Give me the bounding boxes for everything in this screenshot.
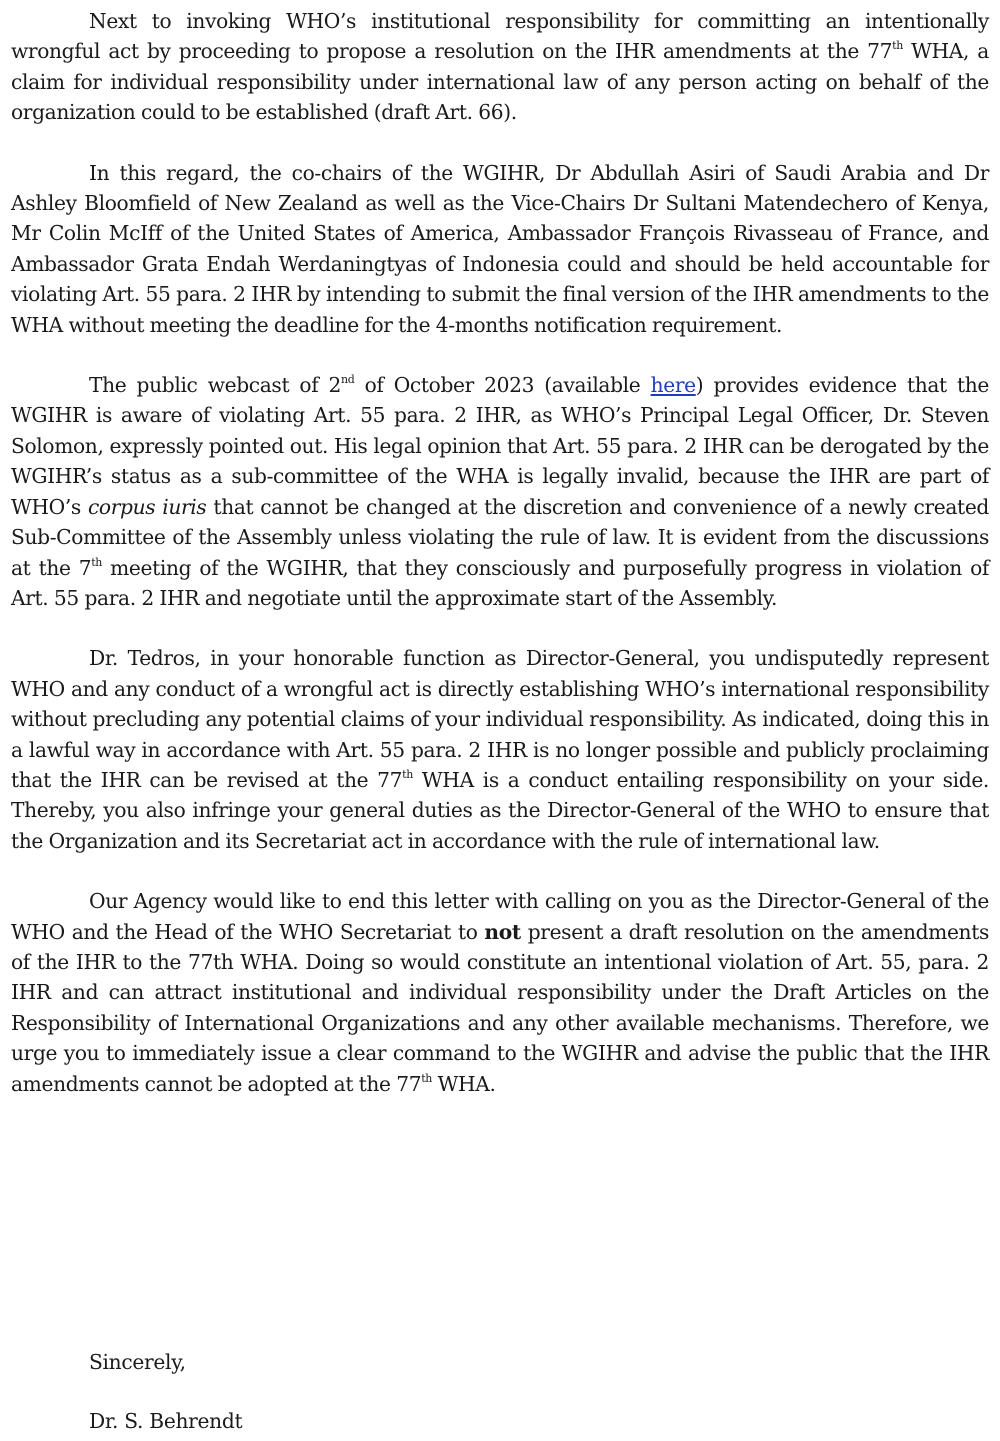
paragraph-institutional-responsibility: Next to invoking WHO’s institutional responsibility for committing an intentionally wrongful act by proceeding to propose a resolution on the IHR amendments at the 77th WHA, a claim for individual responsibility under international law of any person acting on behalf of the organization could to be established (draft Art. 66). <box>11 9 989 125</box>
paragraph-director-general: Dr. Tedros, in your honorable function as Director-General, you undisputedly represent WHO and any conduct of a wrongful act is directly establishing WHO’s international responsibility without precluding any potential claims of your individual responsibility. As indicated, doing this in a lawful way in accordance with Art. 55 para. 2 IHR is no longer possible and publicly proclaiming that the IHR can be revised at the 77th WHA is a conduct entailing responsibility on your side. Thereby, you also infringe your general duties as the Director-General of the WHO to ensure that the Organization and its Secretariat act in accordance with the rule of international law. <box>11 646 989 853</box>
signature-name: Dr. S. Behrendt <box>89 1409 243 1433</box>
paragraph-co-chairs: In this regard, the co-chairs of the WGIHR, Dr Abdullah Asiri of Saudi Arabia and Dr Ashley Bloomfield of New Zealand as well as the Vice-Chairs Dr Sultani Matendechero of Kenya, Mr Colin McIff of the United States of America, Ambassador François Rivasseau of France, and Ambassador Grata Endah Werdaningtyas of Indonesia could and should be held accountable for violating Art. 55 para. 2 IHR by intending to submit the final version of the IHR amendments to the WHA without meeting the deadline for the 4-months notification requirement. <box>11 160 989 337</box>
paragraph-call-to-action: Our Agency would like to end this letter with calling on you as the Director-General of the WHO and the Head of the WHO Secretariat to not present a draft resolution on the amendments of the IHR to the 77th WHA. Doing so would constitute an intentional violation of Art. 55, para. 2 IHR and can attract institutional and individual responsibility under the Draft Articles on the Responsibility of International Organizations and any other available mechanisms. Therefore, we urge you to immediately issue a clear command to the WGIHR and advise the public that the IHR amendments cannot be adopted at the 77th WHA. <box>11 889 989 1096</box>
webcast-link[interactable]: here <box>650 373 696 398</box>
closing-salutation: Sincerely, <box>89 1350 186 1374</box>
paragraph-webcast-evidence: The public webcast of 2nd of October 2023 (available here) provides evidence that the WGIHR is aware of violating Art. 55 para. 2 IHR, as WHO’s Principal Legal Officer, Dr. Steven Solomon, expressly pointed out. His legal opinion that Art. 55 para. 2 IHR can be derogated by the WGIHR’s status as a sub-committee of the WHA is legally invalid, because the IHR are part of WHO’s corpus iuris that cannot be changed at the discretion and convenience of a newly created Sub-Committee of the Assembly unless violating the rule of law. It is evident from the discussions at the 7th meeting of the WGIHR, that they consciously and purposefully progress in violation of Art. 55 para. 2 IHR and negotiate until the approximate start of the Assembly. <box>11 373 990 610</box>
letter-body <box>11 6 989 1129</box>
